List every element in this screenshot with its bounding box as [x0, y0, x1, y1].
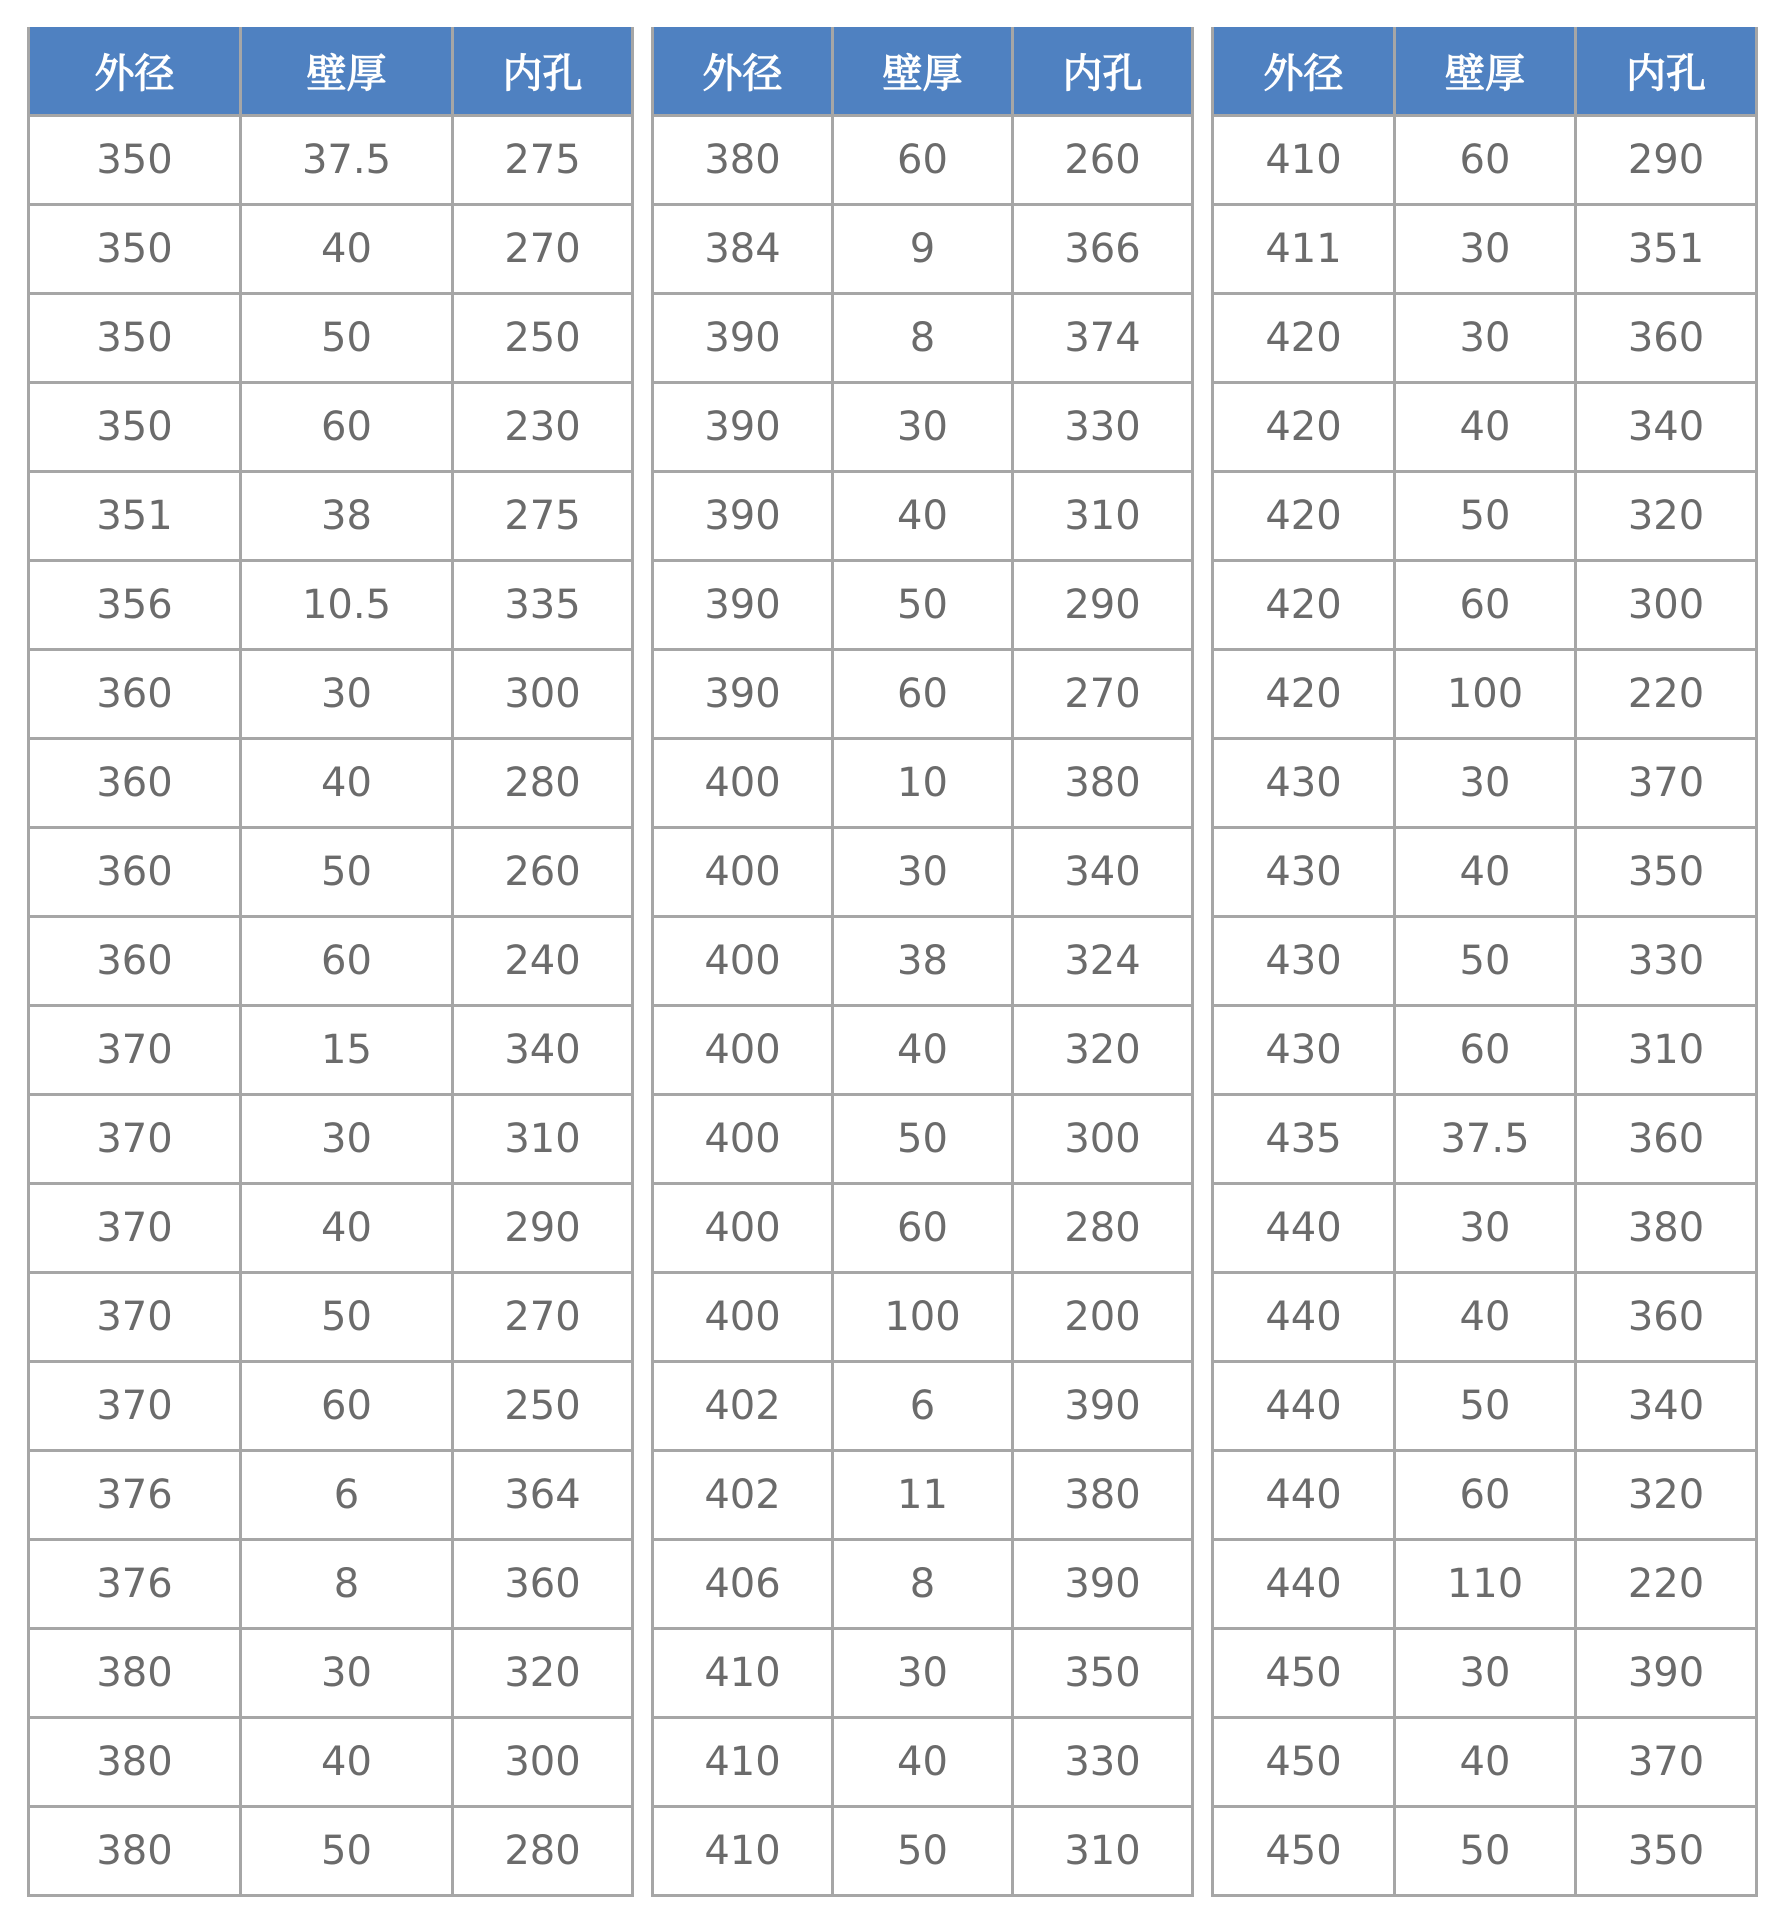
header-wall-thickness: 壁厚: [833, 27, 1013, 116]
cell-outer-diameter: 370: [29, 1184, 241, 1273]
cell-inner-hole: 320: [1576, 1451, 1757, 1540]
table-row: [1213, 1629, 1757, 1718]
table-row: [653, 1718, 1193, 1807]
cell-inner-hole: 270: [453, 1273, 633, 1362]
cell-inner-hole: 240: [453, 917, 633, 1006]
cell-outer-diameter: 400: [653, 1184, 833, 1273]
table-row: [653, 1629, 1193, 1718]
cell-outer-diameter: 430: [1213, 917, 1395, 1006]
cell-inner-hole: 250: [453, 294, 633, 383]
table-row: [653, 917, 1193, 1006]
cell-outer-diameter: 450: [1213, 1629, 1395, 1718]
cell-outer-diameter: 370: [29, 1006, 241, 1095]
cell-wall-thickness: 30: [833, 1629, 1013, 1718]
cell-outer-diameter: 350: [29, 294, 241, 383]
cell-outer-diameter: 390: [653, 650, 833, 739]
cell-outer-diameter: 440: [1213, 1451, 1395, 1540]
cell-inner-hole: 270: [453, 205, 633, 294]
cell-inner-hole: 250: [453, 1362, 633, 1451]
cell-wall-thickness: 50: [833, 561, 1013, 650]
table-row: [29, 383, 633, 472]
header-row: [29, 27, 633, 116]
cell-wall-thickness: 50: [1395, 472, 1576, 561]
cell-inner-hole: 280: [453, 1807, 633, 1896]
cell-wall-thickness: 60: [241, 917, 453, 1006]
table-row: [29, 739, 633, 828]
table-row: [29, 917, 633, 1006]
cell-outer-diameter: 430: [1213, 1006, 1395, 1095]
table-row: [1213, 1273, 1757, 1362]
cell-outer-diameter: 400: [653, 739, 833, 828]
cell-inner-hole: 310: [453, 1095, 633, 1184]
cell-outer-diameter: 380: [29, 1718, 241, 1807]
table-row: [29, 472, 633, 561]
cell-inner-hole: 260: [1013, 116, 1193, 205]
cell-wall-thickness: 40: [241, 739, 453, 828]
cell-wall-thickness: 40: [833, 1006, 1013, 1095]
cell-inner-hole: 300: [1576, 561, 1757, 650]
cell-inner-hole: 390: [1013, 1540, 1193, 1629]
cell-inner-hole: 340: [453, 1006, 633, 1095]
cell-wall-thickness: 60: [1395, 116, 1576, 205]
cell-outer-diameter: 390: [653, 561, 833, 650]
table-body: [1213, 116, 1757, 1896]
table-row: [1213, 1718, 1757, 1807]
table-row: [1213, 561, 1757, 650]
cell-wall-thickness: 40: [1395, 1273, 1576, 1362]
cell-outer-diameter: 350: [29, 383, 241, 472]
spec-table-2: [651, 27, 1194, 1897]
cell-outer-diameter: 410: [653, 1629, 833, 1718]
cell-outer-diameter: 450: [1213, 1718, 1395, 1807]
cell-wall-thickness: 38: [241, 472, 453, 561]
table-row: [29, 561, 633, 650]
cell-outer-diameter: 410: [653, 1718, 833, 1807]
table-row: [653, 828, 1193, 917]
cell-outer-diameter: 400: [653, 1095, 833, 1184]
cell-wall-thickness: 11: [833, 1451, 1013, 1540]
cell-inner-hole: 330: [1576, 917, 1757, 1006]
table-row: [29, 1718, 633, 1807]
spec-table-3: [1211, 27, 1758, 1897]
cell-wall-thickness: 40: [241, 205, 453, 294]
cell-wall-thickness: 30: [241, 650, 453, 739]
cell-inner-hole: 220: [1576, 1540, 1757, 1629]
cell-outer-diameter: 360: [29, 650, 241, 739]
cell-outer-diameter: 435: [1213, 1095, 1395, 1184]
cell-wall-thickness: 40: [1395, 383, 1576, 472]
cell-outer-diameter: 430: [1213, 739, 1395, 828]
table-row: [653, 561, 1193, 650]
cell-wall-thickness: 50: [1395, 1807, 1576, 1896]
cell-outer-diameter: 390: [653, 294, 833, 383]
cell-inner-hole: 220: [1576, 650, 1757, 739]
cell-inner-hole: 350: [1576, 828, 1757, 917]
header-outer-diameter: 外径: [29, 27, 241, 116]
cell-inner-hole: 350: [1576, 1807, 1757, 1896]
cell-outer-diameter: 351: [29, 472, 241, 561]
cell-outer-diameter: 440: [1213, 1540, 1395, 1629]
cell-wall-thickness: 30: [1395, 739, 1576, 828]
cell-wall-thickness: 40: [241, 1718, 453, 1807]
table-row: [1213, 472, 1757, 561]
cell-inner-hole: 310: [1013, 1807, 1193, 1896]
cell-outer-diameter: 440: [1213, 1273, 1395, 1362]
cell-outer-diameter: 400: [653, 828, 833, 917]
cell-inner-hole: 300: [1013, 1095, 1193, 1184]
cell-outer-diameter: 384: [653, 205, 833, 294]
cell-wall-thickness: 60: [241, 1362, 453, 1451]
cell-outer-diameter: 420: [1213, 294, 1395, 383]
cell-outer-diameter: 390: [653, 383, 833, 472]
cell-outer-diameter: 420: [1213, 383, 1395, 472]
cell-outer-diameter: 450: [1213, 1807, 1395, 1896]
cell-inner-hole: 290: [1576, 116, 1757, 205]
header-inner-hole: 内孔: [453, 27, 633, 116]
cell-outer-diameter: 440: [1213, 1184, 1395, 1273]
cell-inner-hole: 360: [1576, 294, 1757, 383]
cell-outer-diameter: 380: [29, 1807, 241, 1896]
cell-wall-thickness: 8: [833, 1540, 1013, 1629]
table-row: [29, 828, 633, 917]
cell-inner-hole: 366: [1013, 205, 1193, 294]
table-row: [29, 1807, 633, 1896]
cell-outer-diameter: 376: [29, 1540, 241, 1629]
table-row: [29, 1095, 633, 1184]
table-row: [653, 116, 1193, 205]
cell-inner-hole: 351: [1576, 205, 1757, 294]
cell-wall-thickness: 60: [1395, 1451, 1576, 1540]
cell-wall-thickness: 30: [833, 828, 1013, 917]
cell-outer-diameter: 370: [29, 1095, 241, 1184]
cell-inner-hole: 364: [453, 1451, 633, 1540]
table-row: [653, 650, 1193, 739]
table-row: [1213, 828, 1757, 917]
cell-inner-hole: 360: [1576, 1273, 1757, 1362]
table-row: [1213, 1095, 1757, 1184]
table-row: [653, 1273, 1193, 1362]
cell-wall-thickness: 8: [833, 294, 1013, 383]
cell-inner-hole: 370: [1576, 739, 1757, 828]
cell-inner-hole: 360: [453, 1540, 633, 1629]
cell-wall-thickness: 100: [833, 1273, 1013, 1362]
table-row: [29, 1006, 633, 1095]
cell-wall-thickness: 38: [833, 917, 1013, 1006]
cell-wall-thickness: 10: [833, 739, 1013, 828]
table-row: [1213, 739, 1757, 828]
header-outer-diameter: 外径: [653, 27, 833, 116]
cell-inner-hole: 340: [1013, 828, 1193, 917]
table-row: [29, 205, 633, 294]
table-row: [653, 1006, 1193, 1095]
header-wall-thickness: 壁厚: [241, 27, 453, 116]
cell-outer-diameter: 420: [1213, 650, 1395, 739]
table-row: [29, 1362, 633, 1451]
header-row: [653, 27, 1193, 116]
table-row: [29, 1540, 633, 1629]
table-row: [653, 1451, 1193, 1540]
cell-wall-thickness: 50: [1395, 1362, 1576, 1451]
cell-outer-diameter: 370: [29, 1362, 241, 1451]
cell-wall-thickness: 30: [833, 383, 1013, 472]
cell-wall-thickness: 110: [1395, 1540, 1576, 1629]
table-row: [1213, 1184, 1757, 1273]
cell-inner-hole: 324: [1013, 917, 1193, 1006]
cell-wall-thickness: 50: [241, 1807, 453, 1896]
cell-wall-thickness: 30: [1395, 1629, 1576, 1718]
cell-wall-thickness: 60: [833, 1184, 1013, 1273]
cell-outer-diameter: 411: [1213, 205, 1395, 294]
cell-wall-thickness: 6: [241, 1451, 453, 1540]
cell-wall-thickness: 30: [241, 1629, 453, 1718]
cell-wall-thickness: 60: [241, 383, 453, 472]
table-row: [653, 1807, 1193, 1896]
cell-inner-hole: 310: [1013, 472, 1193, 561]
cell-wall-thickness: 40: [241, 1184, 453, 1273]
cell-outer-diameter: 376: [29, 1451, 241, 1540]
table-row: [29, 1629, 633, 1718]
cell-inner-hole: 320: [1576, 472, 1757, 561]
cell-wall-thickness: 30: [241, 1095, 453, 1184]
cell-inner-hole: 374: [1013, 294, 1193, 383]
cell-outer-diameter: 380: [653, 116, 833, 205]
cell-inner-hole: 340: [1576, 383, 1757, 472]
cell-inner-hole: 290: [1013, 561, 1193, 650]
table-row: [29, 650, 633, 739]
cell-inner-hole: 280: [1013, 1184, 1193, 1273]
cell-wall-thickness: 40: [1395, 1718, 1576, 1807]
table-row: [653, 294, 1193, 383]
cell-wall-thickness: 10.5: [241, 561, 453, 650]
cell-outer-diameter: 410: [653, 1807, 833, 1896]
cell-wall-thickness: 37.5: [1395, 1095, 1576, 1184]
table-row: [1213, 1451, 1757, 1540]
cell-inner-hole: 340: [1576, 1362, 1757, 1451]
cell-wall-thickness: 30: [1395, 205, 1576, 294]
table-row: [29, 116, 633, 205]
cell-wall-thickness: 100: [1395, 650, 1576, 739]
cell-wall-thickness: 8: [241, 1540, 453, 1629]
header-wall-thickness: 壁厚: [1395, 27, 1576, 116]
cell-wall-thickness: 60: [1395, 561, 1576, 650]
cell-outer-diameter: 390: [653, 472, 833, 561]
cell-inner-hole: 370: [1576, 1718, 1757, 1807]
cell-inner-hole: 290: [453, 1184, 633, 1273]
cell-inner-hole: 260: [453, 828, 633, 917]
cell-outer-diameter: 370: [29, 1273, 241, 1362]
table-row: [1213, 383, 1757, 472]
table-row: [1213, 205, 1757, 294]
cell-outer-diameter: 380: [29, 1629, 241, 1718]
cell-wall-thickness: 50: [241, 1273, 453, 1362]
table-row: [653, 1362, 1193, 1451]
cell-outer-diameter: 420: [1213, 472, 1395, 561]
table-row: [653, 1540, 1193, 1629]
table-row: [29, 1273, 633, 1362]
table-row: [1213, 294, 1757, 383]
cell-inner-hole: 275: [453, 116, 633, 205]
cell-wall-thickness: 60: [833, 650, 1013, 739]
cell-inner-hole: 310: [1576, 1006, 1757, 1095]
cell-inner-hole: 350: [1013, 1629, 1193, 1718]
cell-wall-thickness: 50: [833, 1807, 1013, 1896]
cell-outer-diameter: 360: [29, 739, 241, 828]
cell-inner-hole: 380: [1013, 1451, 1193, 1540]
cell-inner-hole: 300: [453, 650, 633, 739]
cell-outer-diameter: 402: [653, 1362, 833, 1451]
header-outer-diameter: 外径: [1213, 27, 1395, 116]
cell-wall-thickness: 60: [833, 116, 1013, 205]
spec-table-1: [27, 27, 634, 1897]
table-row: [1213, 1006, 1757, 1095]
cell-outer-diameter: 356: [29, 561, 241, 650]
cell-inner-hole: 390: [1013, 1362, 1193, 1451]
cell-outer-diameter: 440: [1213, 1362, 1395, 1451]
table-row: [29, 1451, 633, 1540]
cell-outer-diameter: 350: [29, 116, 241, 205]
cell-inner-hole: 320: [1013, 1006, 1193, 1095]
cell-wall-thickness: 50: [241, 828, 453, 917]
cell-outer-diameter: 406: [653, 1540, 833, 1629]
cell-wall-thickness: 40: [1395, 828, 1576, 917]
cell-outer-diameter: 402: [653, 1451, 833, 1540]
cell-wall-thickness: 9: [833, 205, 1013, 294]
cell-inner-hole: 200: [1013, 1273, 1193, 1362]
table-row: [29, 294, 633, 383]
table-row: [653, 472, 1193, 561]
cell-outer-diameter: 400: [653, 1273, 833, 1362]
table-row: [29, 1184, 633, 1273]
cell-wall-thickness: 30: [1395, 294, 1576, 383]
cell-inner-hole: 300: [453, 1718, 633, 1807]
cell-outer-diameter: 360: [29, 828, 241, 917]
cell-inner-hole: 270: [1013, 650, 1193, 739]
table-row: [1213, 1807, 1757, 1896]
table-body: [29, 116, 633, 1896]
cell-wall-thickness: 60: [1395, 1006, 1576, 1095]
table-row: [653, 1184, 1193, 1273]
cell-inner-hole: 390: [1576, 1629, 1757, 1718]
cell-inner-hole: 380: [1013, 739, 1193, 828]
cell-wall-thickness: 30: [1395, 1184, 1576, 1273]
cell-outer-diameter: 410: [1213, 116, 1395, 205]
cell-inner-hole: 275: [453, 472, 633, 561]
cell-wall-thickness: 40: [833, 472, 1013, 561]
cell-wall-thickness: 37.5: [241, 116, 453, 205]
cell-inner-hole: 330: [1013, 383, 1193, 472]
cell-wall-thickness: 50: [241, 294, 453, 383]
cell-outer-diameter: 400: [653, 1006, 833, 1095]
table-row: [1213, 1540, 1757, 1629]
table-row: [1213, 917, 1757, 1006]
cell-outer-diameter: 400: [653, 917, 833, 1006]
table-row: [653, 205, 1193, 294]
header-inner-hole: 内孔: [1576, 27, 1757, 116]
header-inner-hole: 内孔: [1013, 27, 1193, 116]
cell-wall-thickness: 40: [833, 1718, 1013, 1807]
table-row: [653, 383, 1193, 472]
cell-inner-hole: 330: [1013, 1718, 1193, 1807]
table-row: [1213, 650, 1757, 739]
cell-inner-hole: 360: [1576, 1095, 1757, 1184]
table-row: [653, 1095, 1193, 1184]
cell-outer-diameter: 350: [29, 205, 241, 294]
cell-inner-hole: 320: [453, 1629, 633, 1718]
cell-wall-thickness: 6: [833, 1362, 1013, 1451]
table-row: [1213, 116, 1757, 205]
header-row: [1213, 27, 1757, 116]
cell-inner-hole: 335: [453, 561, 633, 650]
cell-outer-diameter: 430: [1213, 828, 1395, 917]
cell-inner-hole: 380: [1576, 1184, 1757, 1273]
cell-inner-hole: 230: [453, 383, 633, 472]
cell-outer-diameter: 360: [29, 917, 241, 1006]
table-row: [1213, 1362, 1757, 1451]
cell-wall-thickness: 50: [1395, 917, 1576, 1006]
cell-wall-thickness: 15: [241, 1006, 453, 1095]
table-row: [653, 739, 1193, 828]
cell-outer-diameter: 420: [1213, 561, 1395, 650]
table-body: [653, 116, 1193, 1896]
cell-wall-thickness: 50: [833, 1095, 1013, 1184]
cell-inner-hole: 280: [453, 739, 633, 828]
